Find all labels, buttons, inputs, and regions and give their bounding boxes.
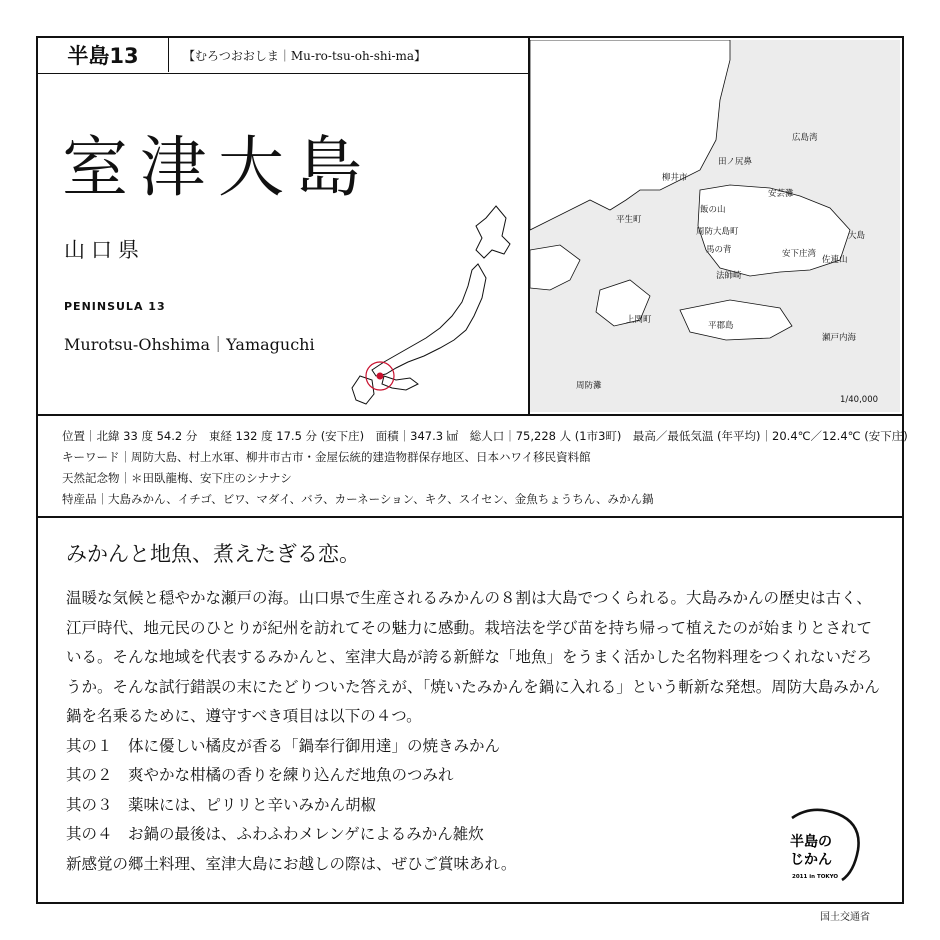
map-label: 佐連山 <box>822 255 848 265</box>
body-line: 其の３ 薬味には、ピリリと辛いみかん胡椒 <box>66 795 377 814</box>
info-products: 特産品｜大島みかん、イチゴ、ビワ、マダイ、バラ、カーネーション、キク、スイセン、金魚ちょうちん、みかん鍋 <box>62 492 654 506</box>
prefecture-label: 山口県 <box>64 238 145 262</box>
map-label: 平郡島 <box>708 321 734 331</box>
japan-outline-map <box>306 198 516 408</box>
hanto-no-jikan-logo <box>782 806 872 886</box>
divider-horizontal <box>38 516 902 518</box>
map-label: 周防大島町 <box>696 227 739 237</box>
ministry-credit: 国土交通省 <box>820 912 870 923</box>
map-label: 周防灘 <box>576 381 602 391</box>
map-label: 安芸灘 <box>768 189 794 199</box>
svg-text:半島の: 半島の <box>790 834 832 850</box>
page-frame <box>36 36 908 904</box>
info-keywords: キーワード｜周防大島、村上水軍、柳井市古市・金屋伝統的建造物群保存地区、日本ハワイ移民資料館 <box>62 450 591 464</box>
map-label: 安下庄湾 <box>782 249 817 259</box>
reading-label: 【むろつおおしま｜Mu-ro-tsu-oh-shi-ma】 <box>183 49 427 63</box>
page-title: 室津大島 <box>62 129 374 206</box>
info-location: 位置｜北緯 33 度 54.2 分 東経 132 度 17.5 分 (安下庄) 面積｜347.3 ㎢ 総人口｜75,228 人 (1市3町) 最高／最低気温 (年平均)｜20.4℃／12.4℃ (安下庄) <box>62 429 908 443</box>
peninsula-number-label: PENINSULA 13 <box>64 300 166 313</box>
map-label: 飯の山 <box>700 205 726 215</box>
body-paragraph: 温暖な気候と穏やかな瀬戸の海。山口県で生産されるみかんの８割は大島でつくられる。大島みかんの歴史は古く、江戸時代、地元民のひとりが紀州を訪れてその魅力に感動。栽培法を学び苗を持ち帰って植えたのが始まりとされている。そんな地域を代表するみかんと、室津大島が誇る新鮮な「地魚」をうまく活かした名物料理をつくれないだろうか。そんな試行錯誤の末にたどりついた答えが、「焼いたみかんを鍋に入れる」という斬新な発想。周防大島みかん鍋を名乗るために、遵守すべき項目は以下の４つ。 <box>66 589 880 725</box>
map-label: 上関町 <box>626 315 652 325</box>
map-label: 法師崎 <box>716 271 742 281</box>
divider-horizontal <box>38 414 902 416</box>
svg-text:じかん: じかん <box>790 852 832 868</box>
header-bar <box>38 38 528 74</box>
map-label: 広島湾 <box>792 133 818 143</box>
svg-text:2011 in TOKYO: 2011 in TOKYO <box>792 874 839 880</box>
body-line: 其の２ 爽やかな柑橘の香りを練り込んだ地魚のつみれ <box>66 766 454 784</box>
info-block <box>62 426 908 510</box>
peninsula-badge: 半島13 <box>38 38 169 72</box>
map-label: 馬の背 <box>706 245 732 255</box>
body-line: 新感覚の郷土料理、室津大島にお越しの際は、ぜひご賞味あれ。 <box>66 854 517 873</box>
romanized-name: Murotsu-Ohshima｜Yamaguchi <box>64 335 315 354</box>
map-label: 平生町 <box>616 215 642 225</box>
map-label: 柳井市 <box>662 173 688 183</box>
info-monuments: 天然記念物｜＊田臥龍梅、安下庄のシナナシ <box>62 471 292 485</box>
body-line: 其の１ 体に優しい橘皮が香る「鍋奉行御用達」の焼きみかん <box>66 736 501 755</box>
area-map <box>530 40 900 412</box>
map-scale: 1/40,000 <box>840 395 879 405</box>
map-label: 大島 <box>848 231 866 241</box>
article-body <box>66 584 886 879</box>
map-label: 田ノ尻鼻 <box>718 157 753 167</box>
body-line: 其の４ お鍋の最後は、ふわふわメレンゲによるみかん雑炊 <box>66 825 484 843</box>
catchphrase: みかんと地魚、煮えたぎる恋。 <box>66 542 360 566</box>
location-marker-dot <box>377 373 384 380</box>
map-label: 瀬戸内海 <box>822 333 857 343</box>
